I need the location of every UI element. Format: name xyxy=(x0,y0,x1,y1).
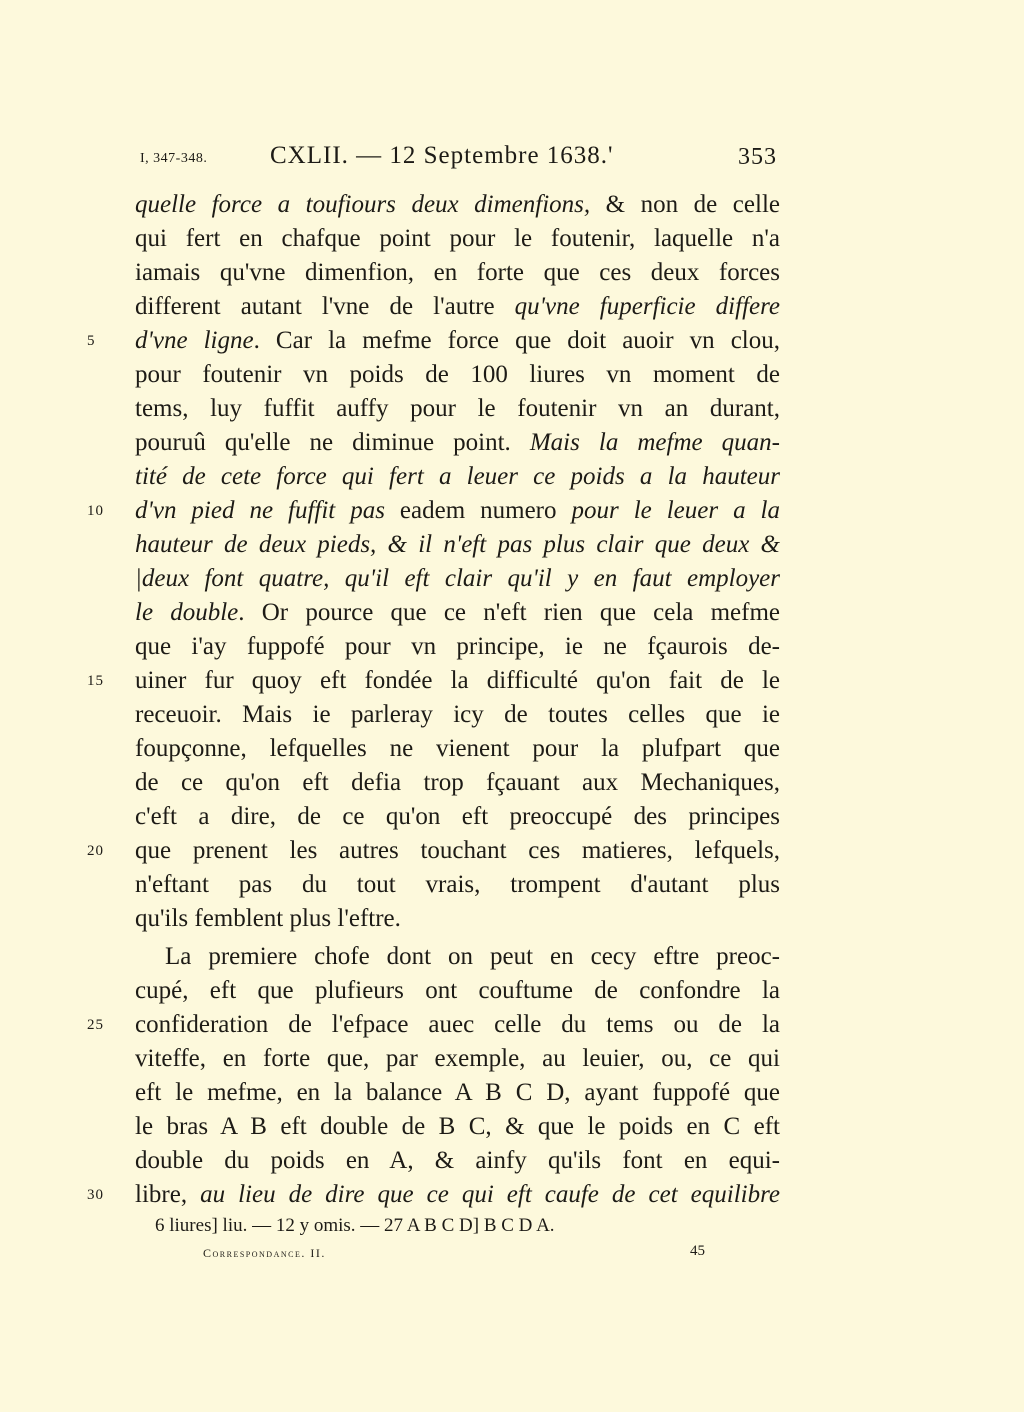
roman-text: n'eftant pas du tout vrais, trompent d'autant plus xyxy=(135,871,780,898)
text-line xyxy=(135,630,780,664)
roman-text: receuoir. Mais ie parleray icy de toutes celles que ie xyxy=(135,701,780,728)
text-line xyxy=(87,324,781,358)
roman-text: de ce qu'on eft defia trop fçauant aux Mechaniques, xyxy=(135,769,780,796)
volume-reference: I, 347-348. xyxy=(140,151,208,166)
italic-text: au lieu de dire que ce qui eft caufe de cet equilibre xyxy=(200,1181,780,1208)
roman-text: different autant l'vne de l'autre xyxy=(135,293,515,320)
roman-text: c'eft a dire, de ce qu'on eft preoccupé des principes xyxy=(135,803,780,830)
line-number: 30 xyxy=(87,1187,104,1203)
text-line xyxy=(135,732,780,766)
roman-text: La premiere chofe dont on peut en cecy eftre preoc- xyxy=(165,943,780,970)
text-line xyxy=(135,800,780,834)
roman-text: qu'ils femblent plus l'eftre. xyxy=(135,905,401,932)
italic-text: d'vn pied ne fuffit pas xyxy=(135,497,385,524)
roman-text: eft le mefme, en la balance A B C D, ayant fuppofé que xyxy=(135,1079,780,1106)
body-text xyxy=(87,188,781,1212)
text-line xyxy=(135,1144,780,1178)
roman-text: confideration de l'efpace auec celle du tems ou de la xyxy=(135,1011,780,1038)
text-line xyxy=(135,358,780,392)
text-line xyxy=(135,766,780,800)
roman-text: uiner fur quoy eft fondée la difficulté qu'on fait de le xyxy=(135,667,780,694)
roman-text: que prenent les autres touchant ces matieres, lefquels, xyxy=(135,837,780,864)
page-number: 353 xyxy=(738,144,777,170)
text-line xyxy=(87,494,780,528)
running-head xyxy=(0,140,1024,180)
text-line xyxy=(135,256,780,290)
italic-text: hauteur de deux pieds, & il n'eft pas plus clair que deux & xyxy=(135,531,780,558)
text-line xyxy=(135,290,780,324)
text-line xyxy=(135,528,780,562)
roman-text: libre, xyxy=(135,1181,201,1208)
italic-text: |deux font quatre, qu'il eft clair qu'il y en faut employer xyxy=(135,565,780,592)
roman-text: le bras A B eft double de B C, & que le poids en C eft xyxy=(135,1113,780,1140)
text-line xyxy=(135,1110,780,1144)
text-line xyxy=(135,426,780,460)
text-line xyxy=(135,222,780,256)
roman-text: tems, luy fuffit auffy pour le foutenir vn an durant, xyxy=(135,395,780,422)
letter-title: CXLII. — 12 Septembre 1638.' xyxy=(270,142,614,169)
roman-text: & non de celle xyxy=(590,191,780,218)
line-number: 20 xyxy=(87,843,104,859)
text-line xyxy=(135,562,780,596)
text-line xyxy=(135,392,780,426)
roman-text: cupé, eft que plufieurs ont couftume de confondre la xyxy=(135,977,780,1004)
italic-text: Mais la mefme quan- xyxy=(529,429,780,456)
text-line xyxy=(135,940,780,974)
roman-text: pour foutenir vn poids de 100 liures vn moment de xyxy=(135,361,780,388)
line-number: 15 xyxy=(87,673,104,689)
italic-text: quelle force a toufiours deux dimenfions, xyxy=(135,191,591,218)
roman-text: . Car la mefme force que doit auoir vn clou, xyxy=(253,327,781,354)
roman-text: double du poids en A, & ainfy qu'ils font en equi- xyxy=(135,1147,780,1174)
line-number: 5 xyxy=(87,333,96,349)
text-line xyxy=(135,902,780,936)
roman-text: qui fert en chafque point pour le foutenir, laquelle n'a xyxy=(135,225,780,252)
line-number: 25 xyxy=(87,1017,104,1033)
text-line xyxy=(135,1076,780,1110)
text-line xyxy=(135,460,780,494)
italic-text: d'vne ligne xyxy=(135,327,254,354)
roman-text: foupçonne, lefquelles ne vienent pour la plufpart que xyxy=(135,735,780,762)
text-line xyxy=(135,596,780,630)
text-line xyxy=(135,1042,780,1076)
roman-text: . Or pource que ce n'eft rien que cela mefme xyxy=(238,599,780,626)
roman-text: pouruû qu'elle ne diminue point. xyxy=(135,429,530,456)
italic-text: tité de cete force qui fert a leuer ce poids a la hauteur xyxy=(135,463,780,490)
italic-text: qu'vne fuperficie differe xyxy=(514,293,781,320)
text-line xyxy=(135,868,780,902)
italic-text: le double xyxy=(135,599,239,626)
italic-text: pour le leuer a la xyxy=(571,497,780,524)
roman-text: que i'ay fuppofé pour vn principe, ie ne fçaurois de- xyxy=(135,633,780,660)
text-line xyxy=(135,974,780,1008)
text-line xyxy=(87,1178,780,1212)
line-number: 10 xyxy=(87,503,104,519)
roman-text: eadem numero xyxy=(384,497,572,524)
footnotes: 6 liures] liu. — 12 y omis. — 27 A B C D] B C D A. xyxy=(155,1215,555,1236)
text-line xyxy=(135,188,780,222)
signature-mark: Correspondance. II. xyxy=(203,1246,326,1260)
roman-text: iamais qu'vne dimenfion, en forte que ces deux forces xyxy=(135,259,780,286)
text-line xyxy=(87,664,780,698)
signature-number: 45 xyxy=(690,1243,705,1259)
roman-text: viteffe, en forte que, par exemple, au leuier, ou, ce qui xyxy=(135,1045,780,1072)
text-line xyxy=(135,698,780,732)
text-line xyxy=(87,1008,780,1042)
text-line xyxy=(87,834,780,868)
